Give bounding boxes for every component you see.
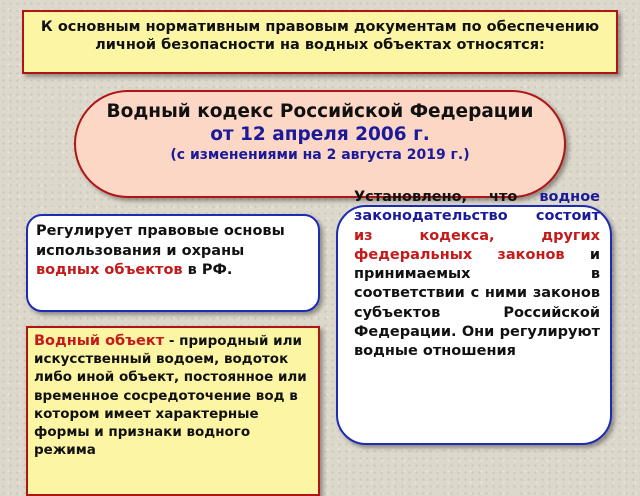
regulates-box bbox=[26, 214, 320, 312]
water-object-definition-box bbox=[26, 326, 320, 496]
water-code-amendments: (с изменениями на 2 августа 2019 г.) bbox=[170, 147, 470, 163]
water-code-date: от 12 апреля 2006 г. bbox=[210, 124, 430, 145]
header-box bbox=[22, 10, 618, 74]
water-code-oval bbox=[74, 90, 566, 198]
legislation-text bbox=[354, 188, 600, 362]
regulates-text-end: в РФ. bbox=[182, 262, 233, 278]
legislation-part1: Установлено, что bbox=[354, 189, 540, 205]
legislation-part2: водное законодательство состоит bbox=[354, 189, 600, 225]
header-text: К основным нормативным правовым документам по обеспечению личной безопасности на водных объектах относятся: bbox=[40, 19, 600, 53]
definition-text: - природный или искусственный водоем, водоток либо иной объект, постоянное или временное сосредоточение вод в котором имеет характерные формы и признаки водного режима bbox=[34, 333, 307, 459]
water-code-title: Водный кодекс Российской Федерации bbox=[106, 101, 534, 122]
regulates-text: Регулирует правовые основы использования и охраны bbox=[36, 223, 285, 259]
regulates-highlight: водных объектов bbox=[36, 262, 183, 278]
definition-term: Водный объект bbox=[34, 333, 165, 349]
legislation-part3: из кодекса, других федеральных законов bbox=[354, 227, 600, 263]
legislation-part4: и принимаемых в соответствии с ними законов субъектов Российской Федерации. Они регулируют водные отношения bbox=[354, 246, 600, 360]
